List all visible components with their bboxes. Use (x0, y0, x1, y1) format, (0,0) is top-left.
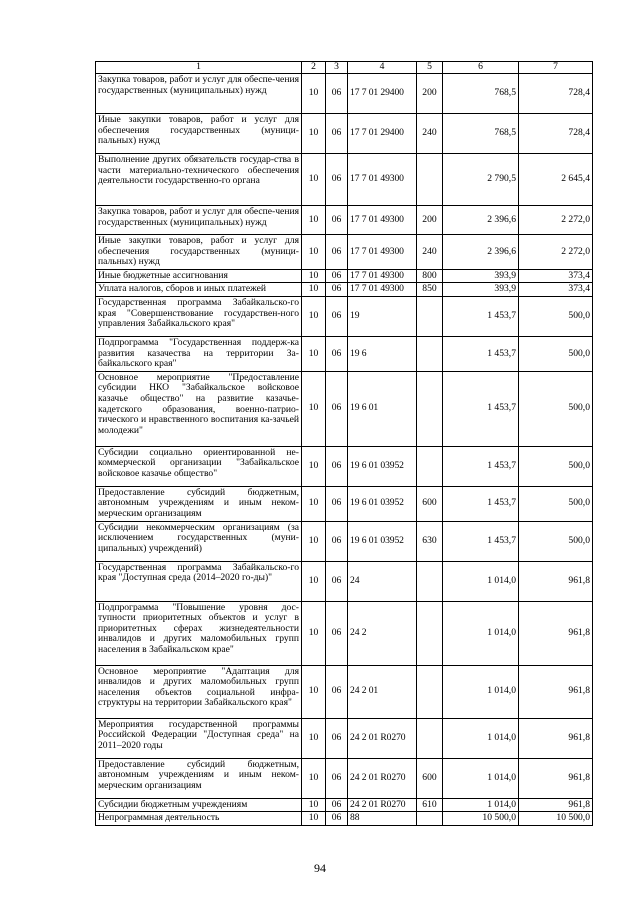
name-cell: Предоставление субсидий бюджетным, автономным учреждениям и иным неком-мерческим организациям (96, 486, 302, 521)
name-cell: Выполнение других обязательств государ-ства в части материально-технического обеспечения деятельности государственно-го органа (96, 154, 302, 206)
table-row (96, 758, 593, 798)
subsection-cell: 06 (326, 235, 348, 270)
expense-type-cell: 610 (417, 798, 443, 812)
amount-col6-cell: 1 453,7 (443, 296, 519, 336)
expense-type-cell (417, 296, 443, 336)
amount-col7-cell: 500,0 (519, 446, 593, 486)
section-cell: 10 (302, 812, 326, 826)
expense-type-cell (417, 601, 443, 665)
amount-col7-cell: 500,0 (519, 296, 593, 336)
expense-type-cell (417, 561, 443, 601)
subsection-cell: 06 (326, 371, 348, 446)
expense-type-cell (417, 446, 443, 486)
amount-col7-cell: 961,8 (519, 601, 593, 665)
table-row (96, 336, 593, 371)
name-cell: Предоставление субсидий бюджетным, автономным учреждениям и иным неком-мерческим организациям (96, 758, 302, 798)
target-article-cell: 19 6 01 03952 (348, 486, 417, 521)
table-row (96, 371, 593, 446)
table-row (96, 269, 593, 283)
header-cell-1: 1 (96, 62, 302, 74)
section-cell: 10 (302, 758, 326, 798)
expense-type-cell: 600 (417, 758, 443, 798)
amount-col7-cell: 10 500,0 (519, 812, 593, 826)
table-row (96, 296, 593, 336)
section-cell: 10 (302, 486, 326, 521)
header-cell-4: 4 (348, 62, 417, 74)
target-article-cell: 88 (348, 812, 417, 826)
amount-col7-cell: 500,0 (519, 521, 593, 561)
amount-col6-cell: 1 014,0 (443, 601, 519, 665)
subsection-cell: 06 (326, 486, 348, 521)
section-cell: 10 (302, 206, 326, 235)
target-article-cell: 17 7 01 29400 (348, 114, 417, 154)
amount-col7-cell: 2 272,0 (519, 235, 593, 270)
expense-type-cell: 200 (417, 74, 443, 114)
subsection-cell: 06 (326, 296, 348, 336)
header-cell-5: 5 (417, 62, 443, 74)
amount-col7-cell: 373,4 (519, 283, 593, 297)
amount-col6-cell: 768,5 (443, 114, 519, 154)
target-article-cell: 24 2 01 R0270 (348, 758, 417, 798)
table-row (96, 561, 593, 601)
name-cell: Закупка товаров, работ и услуг для обеспе-чения государственных (муниципальных) нужд (96, 74, 302, 114)
expense-type-cell: 200 (417, 206, 443, 235)
subsection-cell: 06 (326, 206, 348, 235)
table-row (96, 812, 593, 826)
amount-col6-cell: 1 014,0 (443, 758, 519, 798)
expense-type-cell (417, 336, 443, 371)
section-cell: 10 (302, 665, 326, 718)
amount-col7-cell: 500,0 (519, 371, 593, 446)
header-cell-3: 3 (326, 62, 348, 74)
section-cell: 10 (302, 446, 326, 486)
subsection-cell: 06 (326, 798, 348, 812)
subsection-cell: 06 (326, 812, 348, 826)
amount-col7-cell: 961,8 (519, 758, 593, 798)
amount-col6-cell: 2 396,6 (443, 235, 519, 270)
section-cell: 10 (302, 154, 326, 206)
amount-col7-cell: 2 272,0 (519, 206, 593, 235)
amount-col7-cell: 728,4 (519, 74, 593, 114)
amount-col6-cell: 393,9 (443, 283, 519, 297)
name-cell: Государственная программа Забайкальско-го края "Доступная среда (2014–2020 го-ды)" (96, 561, 302, 601)
table-row (96, 521, 593, 561)
amount-col6-cell: 1 453,7 (443, 336, 519, 371)
subsection-cell: 06 (326, 114, 348, 154)
target-article-cell: 24 2 (348, 601, 417, 665)
amount-col6-cell: 393,9 (443, 269, 519, 283)
amount-col6-cell: 2 396,6 (443, 206, 519, 235)
name-cell: Субсидии некоммерческим организациям (за исключением государственных (муни-ципальных) учреждений) (96, 521, 302, 561)
amount-col6-cell: 1 453,7 (443, 486, 519, 521)
section-cell: 10 (302, 74, 326, 114)
amount-col6-cell: 10 500,0 (443, 812, 519, 826)
amount-col7-cell: 500,0 (519, 336, 593, 371)
table-row (96, 446, 593, 486)
section-cell: 10 (302, 336, 326, 371)
subsection-cell: 06 (326, 521, 348, 561)
section-cell: 10 (302, 718, 326, 758)
name-cell: Подпрограмма "Повышение уровня дос-тупности приоритетных объектов и услуг в приоритетных сферах жизнедеятельности инвалидов и других маломобильных групп населения в Забайкальском крае" (96, 601, 302, 665)
target-article-cell: 19 6 01 03952 (348, 521, 417, 561)
name-cell: Иные закупки товаров, работ и услуг для обеспечения государственных (муници-пальных) нужд (96, 114, 302, 154)
budget-table (95, 61, 593, 826)
target-article-cell: 17 7 01 49300 (348, 269, 417, 283)
amount-col7-cell: 961,8 (519, 718, 593, 758)
name-cell: Основное мероприятие "Адаптация для инвалидов и других маломобильных групп населения объектов социальной инфра-структуры на территории Забайкальского края" (96, 665, 302, 718)
name-cell: Иные бюджетные ассигнования (96, 269, 302, 283)
name-cell: Основное мероприятие "Предоставление субсидии НКО "Забайкальское войсковое казачье общество" на развитие казачье-кадетского образования, военно-патрио-тического и нравственного воспитания ка-зачьей молодежи" (96, 371, 302, 446)
subsection-cell: 06 (326, 283, 348, 297)
expense-type-cell: 240 (417, 235, 443, 270)
expense-type-cell (417, 665, 443, 718)
header-cell-2: 2 (302, 62, 326, 74)
target-article-cell: 24 (348, 561, 417, 601)
target-article-cell: 17 7 01 49300 (348, 283, 417, 297)
subsection-cell: 06 (326, 74, 348, 114)
section-cell: 10 (302, 235, 326, 270)
name-cell: Непрограммная деятельность (96, 812, 302, 826)
table-row (96, 718, 593, 758)
subsection-cell: 06 (326, 665, 348, 718)
expense-type-cell: 800 (417, 269, 443, 283)
target-article-cell: 19 6 01 (348, 371, 417, 446)
table-row (96, 665, 593, 718)
amount-col6-cell: 1 014,0 (443, 718, 519, 758)
table-header (96, 62, 593, 74)
target-article-cell: 17 7 01 49300 (348, 206, 417, 235)
amount-col6-cell: 1 453,7 (443, 446, 519, 486)
section-cell: 10 (302, 798, 326, 812)
subsection-cell: 06 (326, 601, 348, 665)
expense-type-cell (417, 154, 443, 206)
page-number: 94 (314, 861, 326, 875)
target-article-cell: 24 2 01 R0270 (348, 718, 417, 758)
table-row (96, 154, 593, 206)
section-cell: 10 (302, 269, 326, 283)
header-row (96, 62, 593, 74)
name-cell: Уплата налогов, сборов и иных платежей (96, 283, 302, 297)
name-cell: Закупка товаров, работ и услуг для обеспе-чения государственных (муниципальных) нужд (96, 206, 302, 235)
subsection-cell: 06 (326, 561, 348, 601)
amount-col6-cell: 1 014,0 (443, 798, 519, 812)
target-article-cell: 17 7 01 49300 (348, 235, 417, 270)
subsection-cell: 06 (326, 718, 348, 758)
table-row (96, 798, 593, 812)
section-cell: 10 (302, 114, 326, 154)
target-article-cell: 19 6 01 03952 (348, 446, 417, 486)
amount-col6-cell: 1 453,7 (443, 371, 519, 446)
amount-col7-cell: 373,4 (519, 269, 593, 283)
amount-col6-cell: 768,5 (443, 74, 519, 114)
expense-type-cell (417, 812, 443, 826)
subsection-cell: 06 (326, 446, 348, 486)
table-row (96, 114, 593, 154)
amount-col7-cell: 2 645,4 (519, 154, 593, 206)
section-cell: 10 (302, 283, 326, 297)
table-body (96, 74, 593, 826)
subsection-cell: 06 (326, 336, 348, 371)
target-article-cell: 24 2 01 R0270 (348, 798, 417, 812)
section-cell: 10 (302, 521, 326, 561)
name-cell: Субсидии социально ориентированной не-коммерческой организации "Забайкальское войсковое казачье общество" (96, 446, 302, 486)
table-row (96, 206, 593, 235)
amount-col7-cell: 500,0 (519, 486, 593, 521)
expense-type-cell: 600 (417, 486, 443, 521)
amount-col7-cell: 961,8 (519, 561, 593, 601)
name-cell: Государственная программа Забайкальско-го края "Совершенствование государствен-ного управления Забайкальского края" (96, 296, 302, 336)
amount-col7-cell: 961,8 (519, 798, 593, 812)
target-article-cell: 17 7 01 29400 (348, 74, 417, 114)
expense-type-cell: 240 (417, 114, 443, 154)
expense-type-cell: 850 (417, 283, 443, 297)
amount-col6-cell: 1 014,0 (443, 665, 519, 718)
table-row (96, 601, 593, 665)
name-cell: Подпрограмма "Государственная поддерж-ка развития казачества на территории За-байкальского края" (96, 336, 302, 371)
expense-type-cell (417, 371, 443, 446)
table-row (96, 486, 593, 521)
target-article-cell: 24 2 01 (348, 665, 417, 718)
name-cell: Субсидии бюджетным учреждениям (96, 798, 302, 812)
header-cell-7: 7 (519, 62, 593, 74)
amount-col6-cell: 1 014,0 (443, 561, 519, 601)
expense-type-cell: 630 (417, 521, 443, 561)
section-cell: 10 (302, 561, 326, 601)
amount-col6-cell: 1 453,7 (443, 521, 519, 561)
name-cell: Иные закупки товаров, работ и услуг для обеспечения государственных (муници-пальных) нужд (96, 235, 302, 270)
section-cell: 10 (302, 296, 326, 336)
target-article-cell: 19 6 (348, 336, 417, 371)
table-row (96, 235, 593, 270)
name-cell: Мероприятия государственной программы Российской Федерации "Доступная среда" на 2011–2020 годы (96, 718, 302, 758)
target-article-cell: 19 (348, 296, 417, 336)
section-cell: 10 (302, 371, 326, 446)
target-article-cell: 17 7 01 49300 (348, 154, 417, 206)
subsection-cell: 06 (326, 758, 348, 798)
amount-col6-cell: 2 790,5 (443, 154, 519, 206)
section-cell: 10 (302, 601, 326, 665)
subsection-cell: 06 (326, 154, 348, 206)
header-cell-6: 6 (443, 62, 519, 74)
table-row (96, 74, 593, 114)
expense-type-cell (417, 718, 443, 758)
subsection-cell: 06 (326, 269, 348, 283)
amount-col7-cell: 728,4 (519, 114, 593, 154)
table-row (96, 283, 593, 297)
amount-col7-cell: 961,8 (519, 665, 593, 718)
